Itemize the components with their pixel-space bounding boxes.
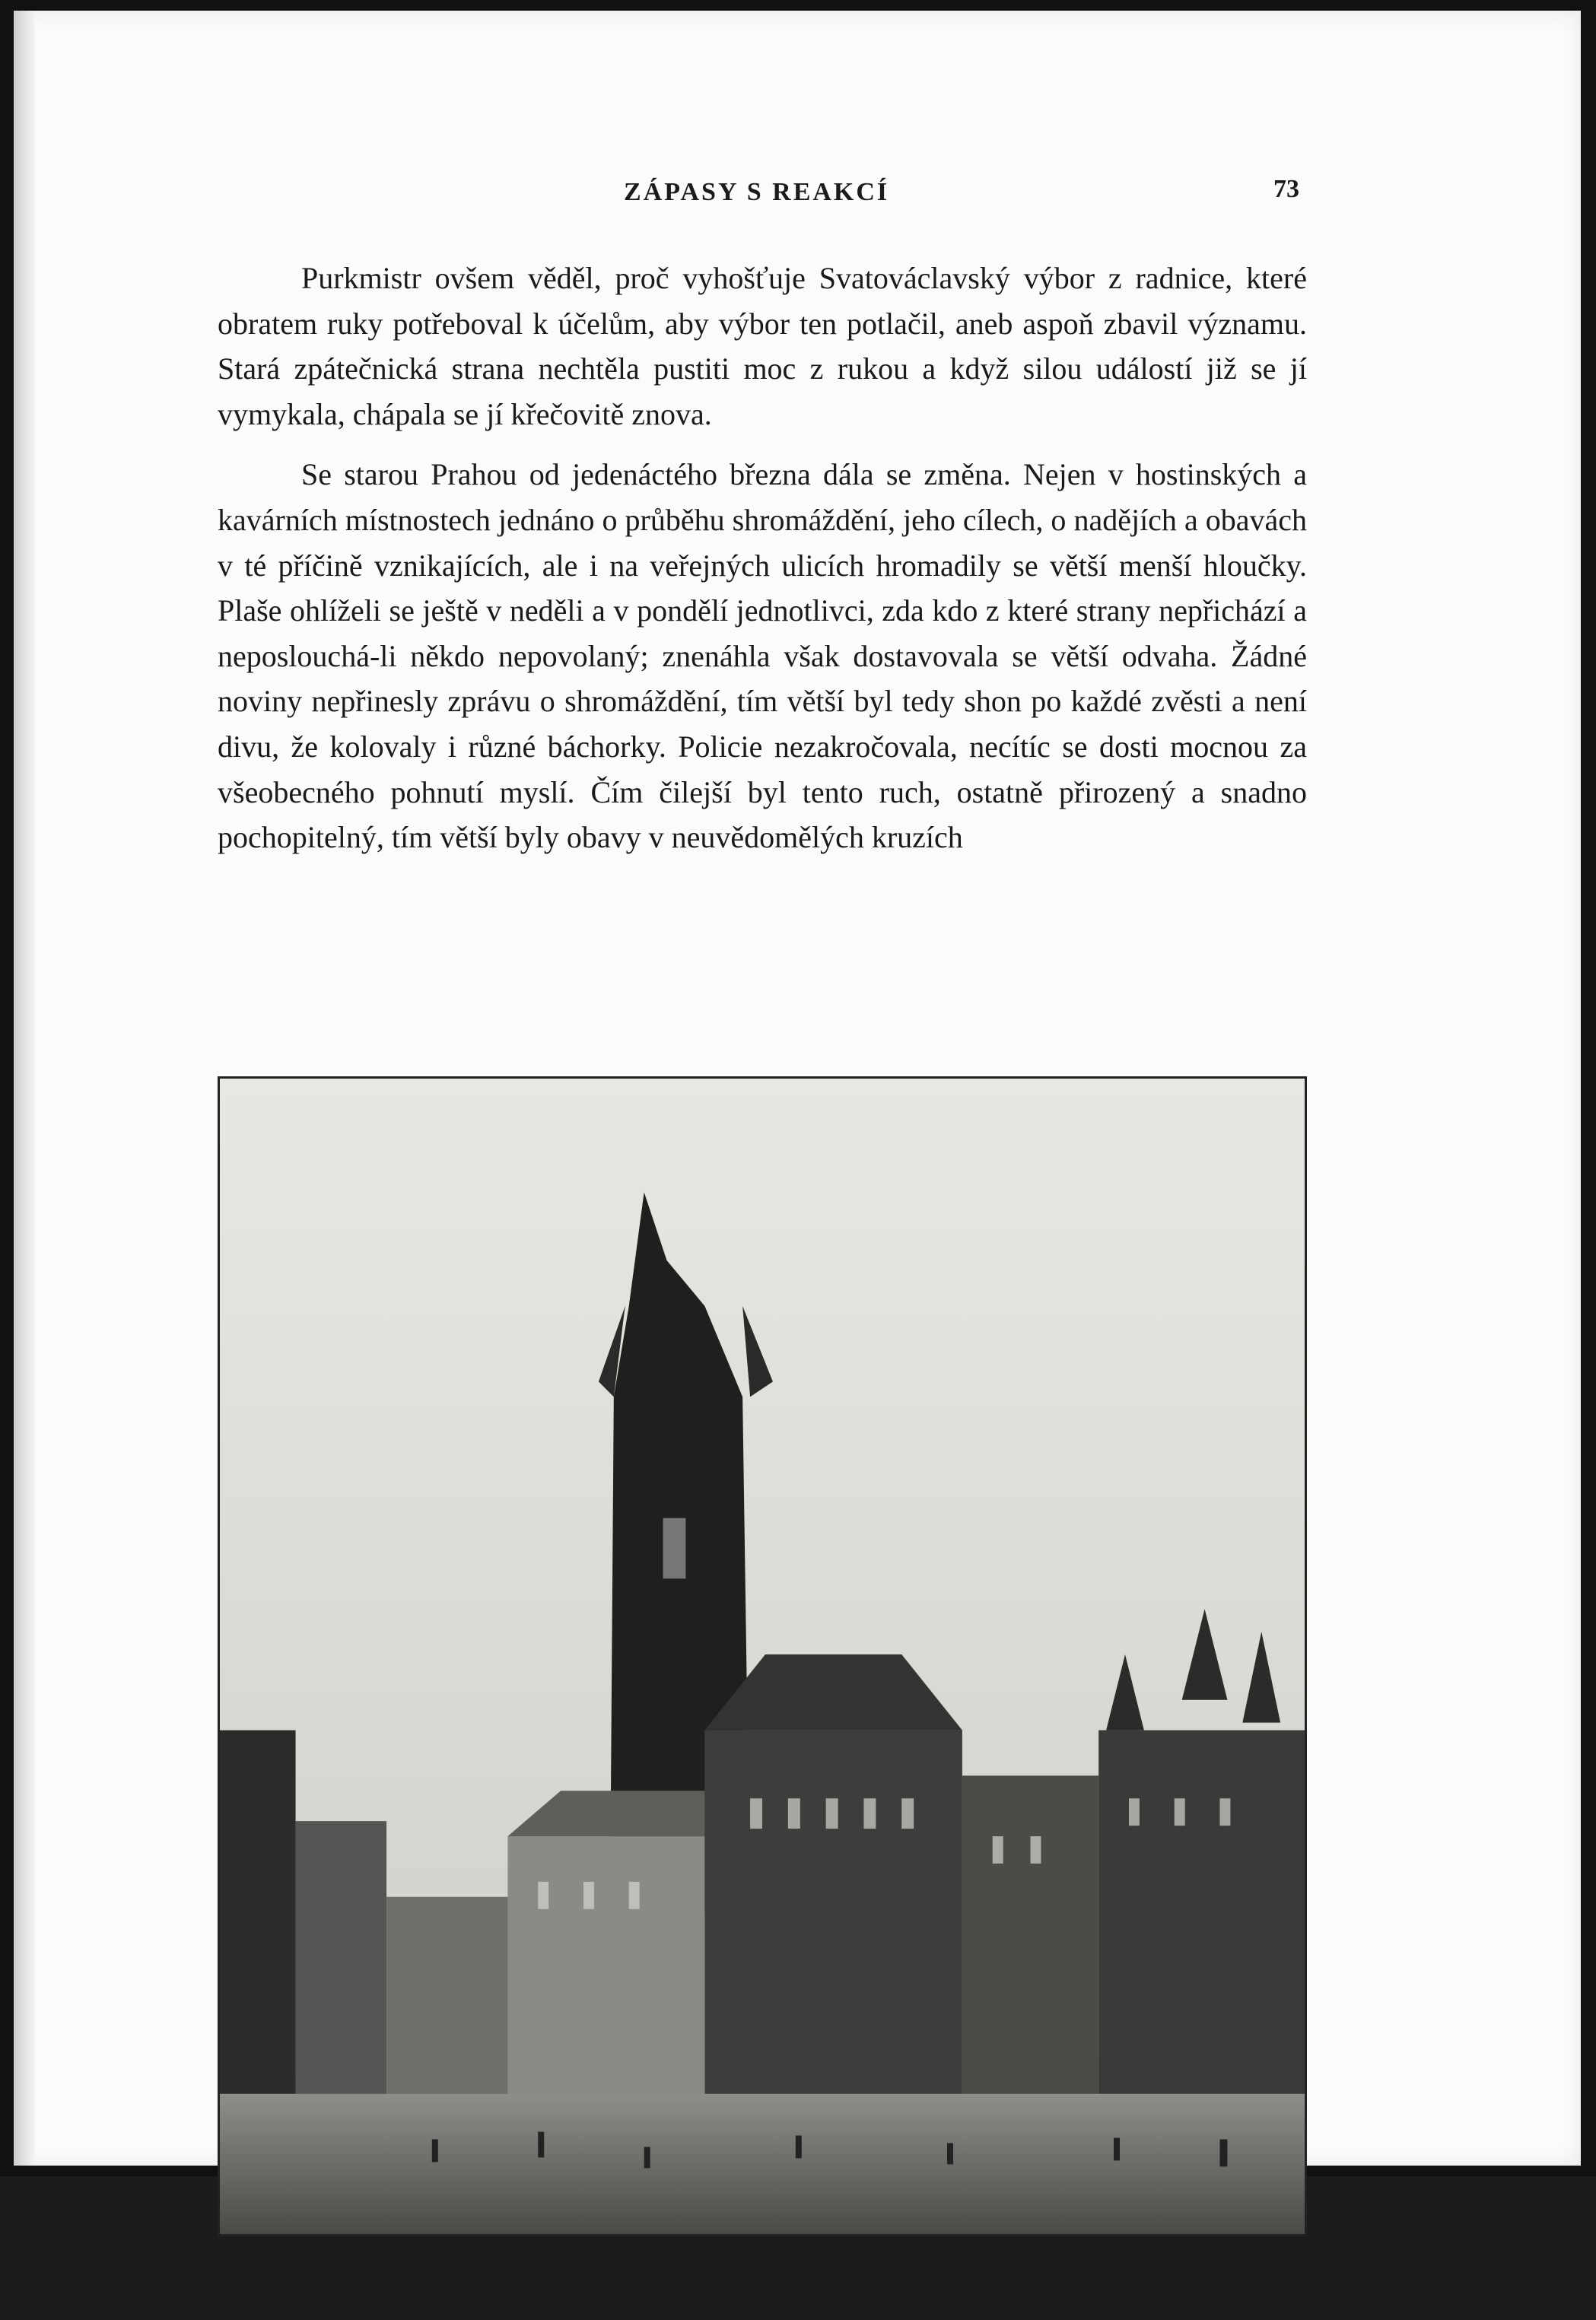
page-number: 73 bbox=[1273, 175, 1299, 203]
figure-credit: Dle současné rytiny. bbox=[673, 2300, 824, 2319]
running-head: ZÁPASY S REAKCÍ bbox=[624, 178, 890, 206]
paragraph-1: Purkmistr ovšem věděl, proč vyhošťuje Svatováclavský výbor z radnice, které obratem ruky potřeboval k účelům, aby výbor ten potlačil, aneb aspoň zbavil významu. Stará zpátečnická strana nechtěla pustiti moc z rukou a když silou událostí již se jí vymykala, chápala se jí křečovitě znova. bbox=[218, 261, 1307, 431]
figure-caption: Pohled na Staroměstskou radnici r. 1848. bbox=[569, 2270, 928, 2293]
book-page bbox=[14, 11, 1581, 2166]
paragraph-2: Se starou Prahou od jedenáctého března dála se změna. Nejen v hostinských a kavárních místnostech jednáno o průběhu shromáždění, jeho cílech, o nadějích a obavách v té příčině vznikajících, ale i na veřejných ulicích hromadily se větší menší hloučky. Plaše ohlíželi se ještě v neděli a v pondělí jednotlivci, zda kdo z které strany nepřichází a neposlouchá-li někdo nepovolaný; znenáhla však dostavovala se větší odvaha. Žádné noviny nepřinesly zprávu o shromáždění, tím větší byl tedy shon po každé zvěsti a není divu, že kolovaly i různé báchorky. Policie nezakročovala, necítíc se dosti mocnou za všeobecného pohnutí myslí. Čím čilejší byl tento ruch, ostatně přirozený a snadno pochopitelný, tím větší byly obavy v neuvědomělých kruzích bbox=[218, 457, 1307, 855]
binding-shadow bbox=[14, 11, 35, 2166]
body-text bbox=[218, 256, 1307, 860]
square-ground bbox=[220, 2094, 1305, 2234]
old-town-hall-engraving bbox=[218, 1076, 1307, 2236]
engraving-figure bbox=[218, 1076, 1307, 2231]
